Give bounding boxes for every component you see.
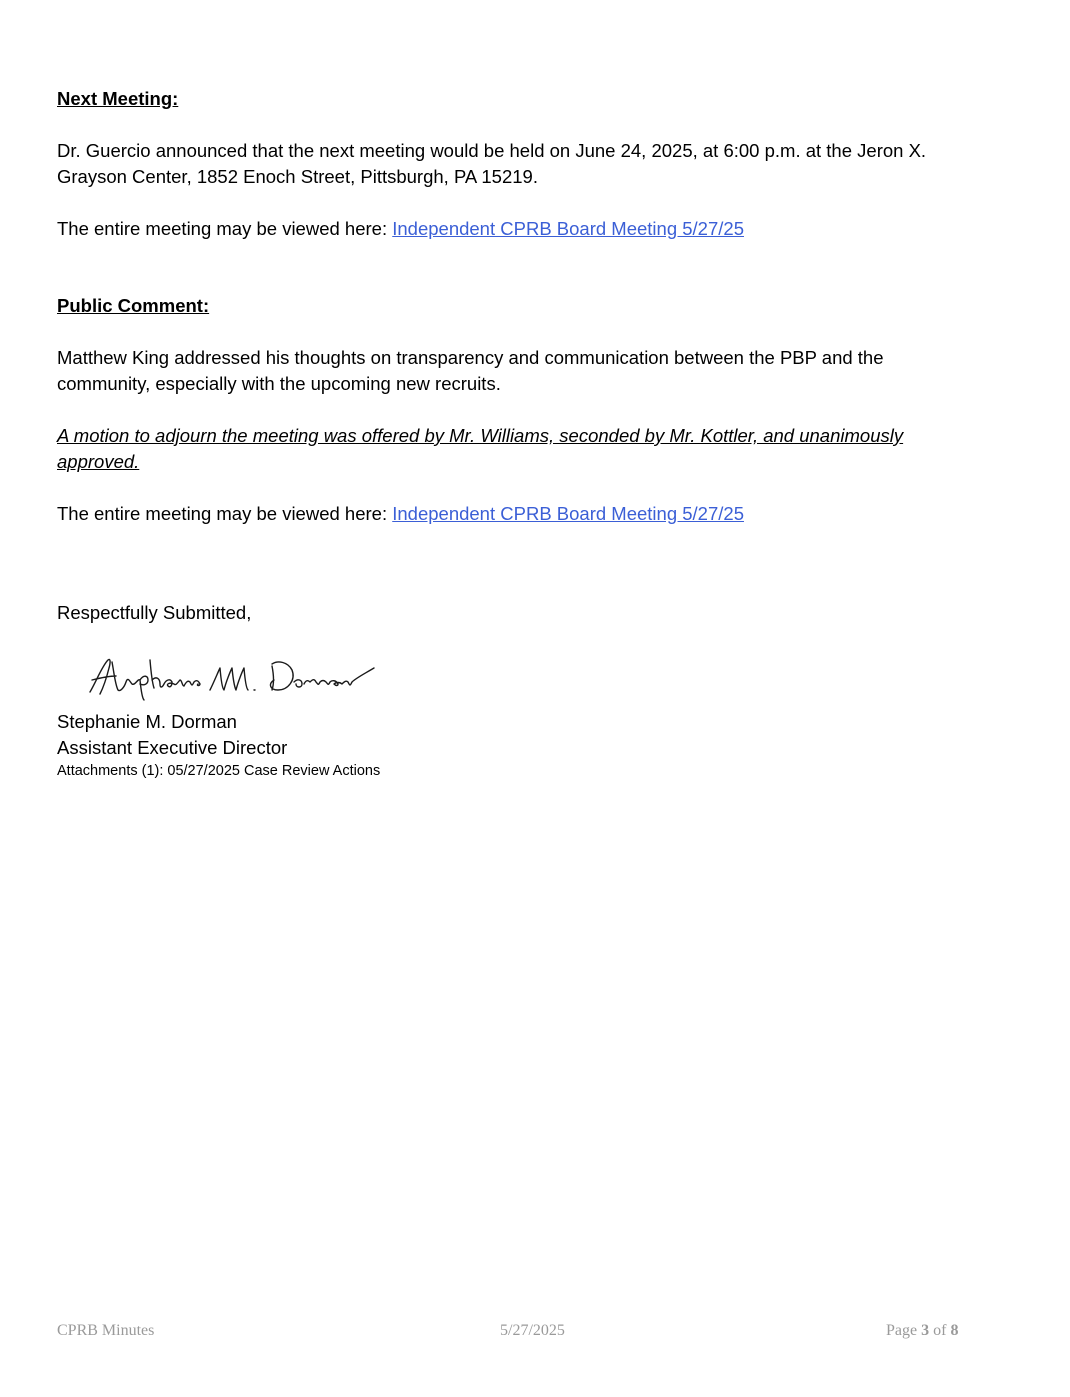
meeting-video-link-2[interactable]: Independent CPRB Board Meeting 5/27/25 xyxy=(392,503,744,524)
next-meeting-line-1: Dr. Guercio announced that the next meeting would be held on June 24, 2025, at 6:00 p.m. at the Jeron X. xyxy=(57,140,927,161)
meeting-video-link-1[interactable]: Independent CPRB Board Meeting 5/27/25 xyxy=(392,218,744,239)
adjourn-motion xyxy=(57,423,987,475)
public-comment-line-1: Matthew King addressed his thoughts on transparency and communication between the PBP and the xyxy=(57,347,884,368)
signatory-title: Assistant Executive Director xyxy=(57,737,288,758)
handwritten-signature xyxy=(82,652,392,704)
signatory-name: Stephanie M. Dorman xyxy=(57,711,237,732)
footer-page-total: 8 xyxy=(950,1322,959,1339)
closing-salutation: Respectfully Submitted, xyxy=(57,602,252,623)
adjourn-motion-line-2: approved. xyxy=(57,451,140,472)
footer-page-current: 3 xyxy=(921,1322,930,1339)
next-meeting-line-2: Grayson Center, 1852 Enoch Street, Pittsburgh, PA 15219. xyxy=(57,166,538,187)
adjourn-motion-line-1: A motion to adjourn the meeting was offered by Mr. Williams, seconded by Mr. Kottler, and unanimously xyxy=(57,425,904,446)
next-meeting-view-line xyxy=(57,216,987,242)
footer-date: 5/27/2025 xyxy=(500,1322,565,1339)
attachments-note: Attachments (1): 05/27/2025 Case Review Actions xyxy=(57,763,381,779)
footer-page-number xyxy=(886,1322,958,1340)
view-prefix-text: The entire meeting may be viewed here: xyxy=(57,503,393,524)
signatory-block xyxy=(57,709,987,781)
public-comment-paragraph xyxy=(57,345,987,397)
footer-page-word: Page xyxy=(886,1322,918,1339)
public-comment-line-2: community, especially with the upcoming new recruits. xyxy=(57,373,501,394)
footer-page-of: of xyxy=(933,1322,947,1339)
public-comment-view-line xyxy=(57,501,987,527)
next-meeting-heading: Next Meeting: xyxy=(57,88,179,109)
view-prefix-text: The entire meeting may be viewed here: xyxy=(57,218,393,239)
footer-doc-title: CPRB Minutes xyxy=(57,1322,155,1339)
next-meeting-paragraph xyxy=(57,138,987,190)
public-comment-heading: Public Comment: xyxy=(57,295,210,316)
